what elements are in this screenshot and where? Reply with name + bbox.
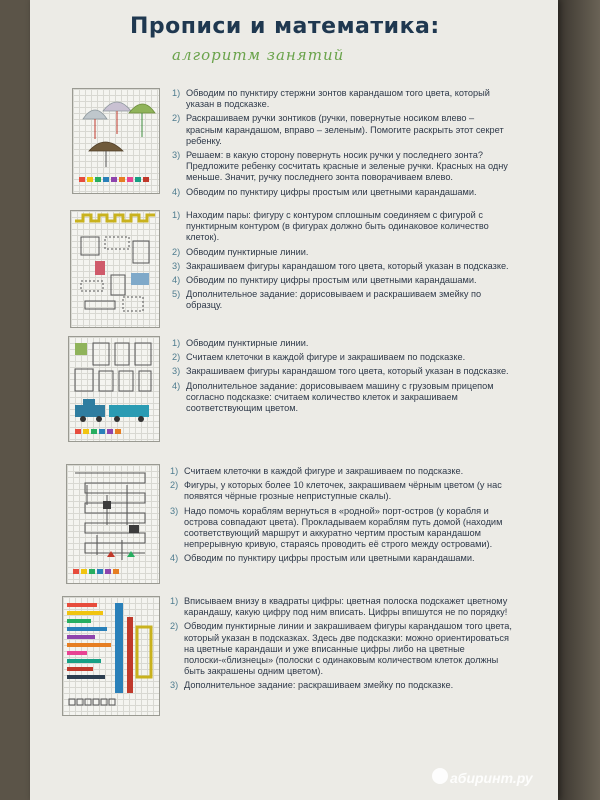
step-text: Решаем: в какую сторону повернуть носик ручки у последнего зонта? Предложите ребенку сосчитать красные и зеленые ручки. Красных на одну меньше. Значит, ручку последнего зонта поворачиваем влево. [186,150,508,183]
step-number: 2) [170,621,179,632]
instruction-list-3 [172,338,512,417]
step-text: Закрашиваем фигуры карандашом того цвета, который указан в подсказке. [186,366,509,377]
step-text: Раскрашиваем ручки зонтиков (ручки, повернутые носиком влево – красным карандашом, вправо – зеленым). Помогите раскрыть этот секрет ребенку. [186,113,504,146]
step-item [170,680,514,691]
step-number: 2) [172,113,181,124]
step-text: Обводим пунктирные линии. [186,338,309,348]
page-title: Прописи и математика: [130,14,440,39]
step-number: 1) [172,88,181,98]
step-item [172,261,512,272]
step-item [172,381,512,415]
step-text: Считаем клеточки в каждой фигуре и закрашиваем по подсказке. [184,466,464,476]
page-edge-shadow [558,0,600,800]
worksheet-thumbnail-figures [70,210,160,328]
step-text: Надо помочь кораблям вернуться в «родной» порт-остров (у корабля и острова совпадают цвета). Прокладываем кораблям путь домой (находим соответствующий маршрут и аккуратно чертим простым карандашом непрерывную кривую, стараясь проводить её строго между островами). [184,505,503,550]
step-text: Обводим по пунктиру цифры простым или цветными карандашами. [186,275,477,286]
step-number: 3) [172,260,181,271]
instruction-list-2 [172,210,512,315]
step-item [170,480,514,502]
step-number: 1) [172,338,181,348]
step-item [172,113,512,147]
watermark-logo-icon [432,768,448,784]
step-item [172,366,512,377]
step-number: 2) [172,352,181,363]
worksheet-thumbnail-car [68,336,160,442]
step-item [172,247,512,258]
step-text: Обводим по пунктиру стержни зонтов карандашом того цвета, который указан в подсказке. [186,88,490,110]
step-text: Фигуры, у которых более 10 клеточек, закрашиваем чёрным цветом (у нас появятся чёрные грозные неприступные скалы). [184,480,502,502]
step-item [170,621,514,677]
step-number: 5) [172,289,181,300]
step-text: Обводим пунктирные линии. [186,246,309,257]
step-number: 3) [170,505,179,516]
step-text: Находим пары: фигуру с контуром сплошным соединяем с фигурой с пунктирным контуром (в фигурах должно быть одинаковое количество клеток). [186,210,489,243]
step-number: 1) [170,466,179,476]
instruction-list-1 [172,88,512,201]
step-text: Дополнительное задание: раскрашиваем змейку по подсказке. [184,680,454,691]
step-text: Обводим пунктирные линии и закрашиваем фигуры карандашом того цвета, который указан в подсказках. Здесь две подсказки: можно ориентироваться на цветные карандаши и уже вписанные цифры либо на цветные полоски-«близнецы» (полоски с одинаковым количеством клеток должны быть закрашены одним цветом). [184,621,512,677]
watermark: абиринт.ру [450,770,533,786]
maze-illustration [67,465,159,583]
step-text: Вписываем внизу в квадраты цифры: цветная полоска подскажет цветному карандашу, какую цифру под ним вписать. Цифры впишутся не по порядку! [184,596,508,618]
step-item [172,88,512,110]
page-subtitle: алгоритм занятий [172,46,345,64]
step-number: 3) [170,680,179,691]
step-item [172,210,512,244]
step-item [172,150,512,184]
step-number: 3) [172,150,181,161]
step-text: Считаем клеточки в каждой фигуре и закрашиваем по подсказке. [186,352,466,363]
step-item [172,187,512,198]
car-illustration [69,337,159,441]
step-text: Закрашиваем фигуры карандашом того цвета, который указан в подсказке. [186,260,509,271]
step-item [170,506,514,551]
step-item [170,553,514,564]
figures-illustration [71,211,159,327]
instruction-list-4 [170,466,514,568]
step-number: 1) [172,210,181,220]
worksheet-thumbnail-stripes [62,596,160,716]
step-item [170,596,514,618]
step-text: Обводим по пунктиру цифры простым или цветными карандашами. [184,553,475,564]
worksheet-thumbnail-maze [66,464,160,584]
step-text: Дополнительное задание: дорисовываем и раскрашиваем змейку по образцу. [186,289,482,311]
step-number: 2) [170,480,179,491]
step-number: 1) [170,596,179,606]
step-number: 3) [172,366,181,377]
step-item [172,352,512,363]
step-number: 4) [172,186,181,197]
step-number: 4) [170,553,179,564]
step-item [172,338,512,349]
instruction-list-5 [170,596,514,695]
step-text: Дополнительное задание: дорисовываем машину с грузовым прицепом согласно подсказке: считаем количество клеток и закрашиваем соответствующим цветом. [186,380,494,414]
umbrellas-illustration [73,89,159,193]
stripes-illustration [63,597,159,715]
step-item [172,289,512,311]
step-item [172,275,512,286]
step-text: Обводим по пунктиру цифры простым или цветными карандашами. [186,186,477,197]
step-item [170,466,514,477]
worksheet-thumbnail-umbrellas [72,88,160,194]
step-number: 4) [172,275,181,286]
step-number: 4) [172,380,181,391]
step-number: 2) [172,246,181,257]
